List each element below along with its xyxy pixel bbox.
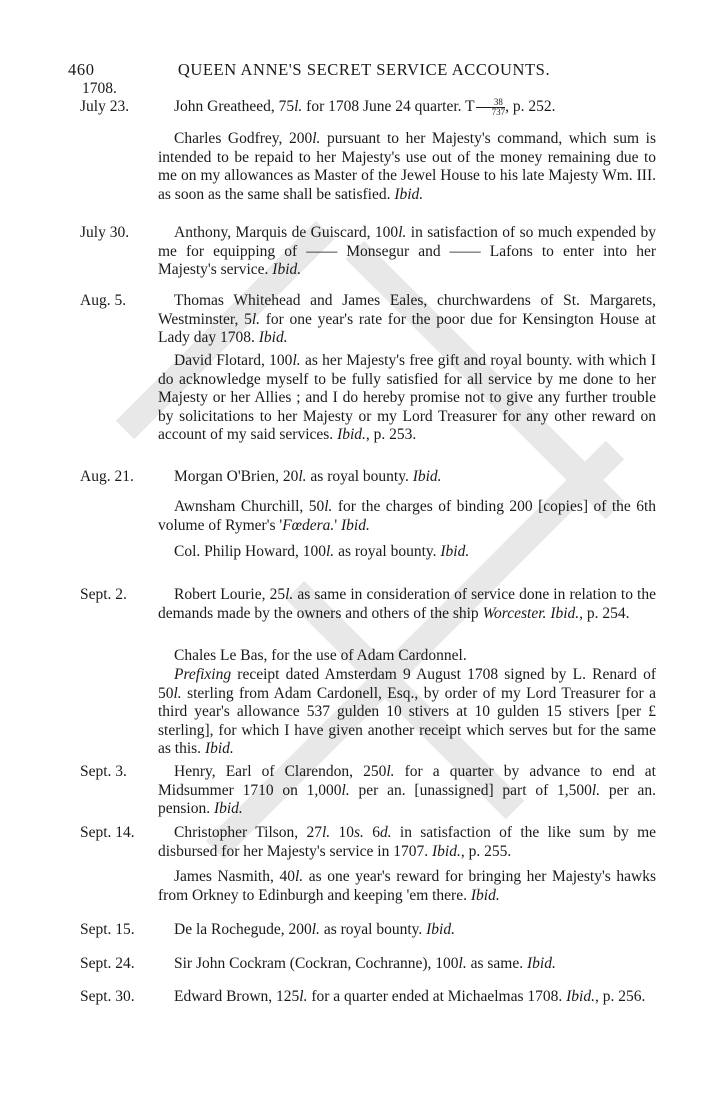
- entry-text: Henry, Earl of Clarendon, 250l. for a quarter by advance to end at Midsummer 1710 on 1,000l. per an. [unassigned] part of 1,500l. per an. pension. Ibid.: [158, 763, 657, 817]
- entry-text: Sir John Cockram (Cockran, Cochranne), 100l. as same. Ibid.: [174, 955, 556, 972]
- entry-text: De la Rochegude, 200l. as royal bounty. Ibid.: [174, 921, 455, 938]
- entry-text: Col. Philip Howard, 100l. as royal bounty. Ibid.: [174, 543, 470, 560]
- entry-date: Sept. 30.: [80, 988, 135, 1005]
- entry-text: Christopher Tilson, 27l. 10s. 6d. in satisfaction of the like sum by me disbursed for her Majesty's service in 1707. Ibid., p. 255.: [158, 824, 657, 860]
- entry-date: Sept. 3.: [80, 763, 127, 780]
- treasury-reference-fraction: $\frac{38}{737}$: [476, 98, 506, 117]
- entry-date: Aug. 5.: [80, 292, 127, 309]
- entry-text: Morgan O'Brien, 20l. as royal bounty. Ibid.: [174, 468, 442, 485]
- entry-text: Prefixing receipt dated Amsterdam 9 August 1708 signed by L. Renard of 50l. sterling from Adam Cardonell, Esq., by order of my Lord Treasurer for a third year's allowance 537 gulden 10 stivers at 10 gulden 15 stivers [per £ sterling], for which I have given another receipt which serves but for the same as this. Ibid.: [158, 666, 656, 757]
- page-header: [68, 60, 660, 84]
- entry-text: Chales Le Bas, for the use of Adam Cardonnel.: [174, 647, 467, 664]
- entry-date: Sept. 24.: [80, 955, 135, 972]
- entry-date: Sept. 15.: [80, 921, 135, 938]
- entry-text: Charles Godfrey, 200l. pursuant to her Majesty's command, which sum is intended to be repaid to her Majesty's use out of the money remaining due to me on my allowances as Master of the Jewel House to his late Majesty Wm. III. as soon as the same shall be satisfied. Ibid.: [158, 130, 656, 203]
- entry-text: Anthony, Marquis de Guiscard, 100l. in satisfaction of so much expended by me for equipping of —— Monsegur and —— Lafons to enter into her Majesty's service. Ibid.: [158, 224, 656, 278]
- entry-date: Aug. 21.: [80, 468, 134, 485]
- entry-text: David Flotard, 100l. as her Majesty's free gift and royal bounty. with which I do acknowledge myself to be fully satisfied for all service by me done to her Majesty or her Allies ; and I do hereby promise not to give any further trouble by solicitations to her Majesty or my Lord Treasurer for any other reward on account of my said services. Ibid., p. 253.: [158, 352, 657, 443]
- entry-text: James Nasmith, 40l. as one year's reward for bringing her Majesty's hawks from Orkney to Edinburgh and keeping 'em there. Ibid.: [158, 868, 656, 904]
- year-label: 1708.: [82, 80, 117, 97]
- running-title: QUEEN ANNE'S SECRET SERVICE ACCOUNTS.: [177, 60, 551, 79]
- entry-text: Robert Lourie, 25l. as same in consideration of service done in relation to the demands made by the owners and others of the ship Worcester. Ibid., p. 254.: [158, 586, 656, 622]
- entry-text: Edward Brown, 125l. for a quarter ended at Michaelmas 1708. Ibid., p. 256.: [174, 988, 646, 1005]
- entry-date: Sept. 2.: [80, 586, 127, 603]
- entry-date: Sept. 14.: [80, 824, 135, 841]
- entry-text: Thomas Whitehead and James Eales, churchwardens of St. Margarets, Westminster, 5l. for one year's rate for the poor due for Kensington House at Lady day 1708. Ibid.: [158, 292, 656, 346]
- entry-date: July 30.: [80, 224, 130, 241]
- entry-date: July 23.: [80, 98, 130, 115]
- page-number: 460: [68, 60, 95, 79]
- entry-text: Awnsham Churchill, 50l. for the charges of binding 200 [copies] of the 6th volume of Rymer's 'Fœdera.' Ibid.: [158, 498, 656, 534]
- entry-text: John Greatheed, 75l. for 1708 June 24 quarter. T $\frac{38}{737}$ , p. 252.: [174, 97, 556, 117]
